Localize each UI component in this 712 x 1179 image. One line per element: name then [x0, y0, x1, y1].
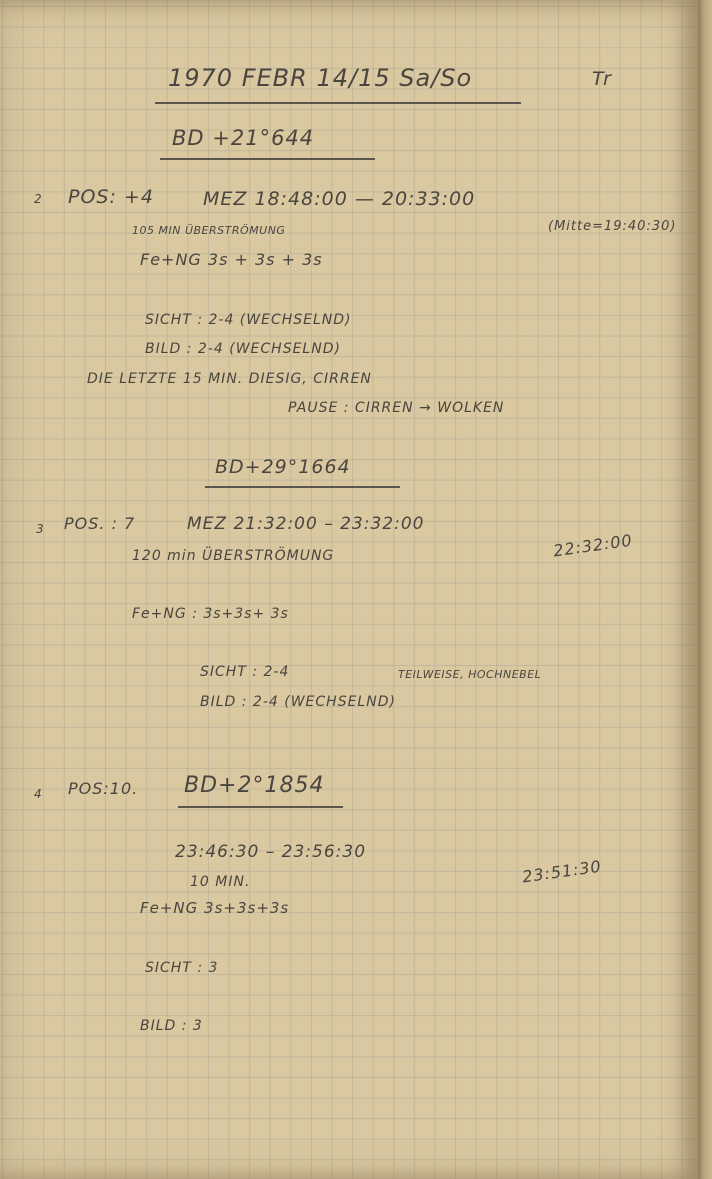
sicht-2: SICHT : 2-4: [200, 664, 290, 680]
entry-number-3: 4: [34, 787, 43, 801]
entry-number-2: 3: [36, 522, 45, 536]
duration-1: 105 MIN ÜBERSTRÖMUNG: [132, 224, 286, 237]
position-2: POS. : 7: [64, 514, 136, 533]
note-2: PAUSE : CIRREN → WOLKEN: [288, 400, 505, 416]
star-underline-1: [160, 158, 375, 160]
sicht-note-2: TEILWEISE, HOCHNEBEL: [398, 668, 542, 681]
duration-3: 10 MIN.: [190, 874, 251, 890]
position-3: POS:10.: [68, 779, 139, 798]
star-designation-1: BD +21°644: [172, 126, 315, 150]
date-underline: [155, 102, 521, 104]
star-designation-3: BD+2°1854: [184, 773, 325, 798]
filters-2: Fe+NG : 3s+3s+ 3s: [132, 606, 289, 622]
midpoint-1: (Mitte=19:40:30): [548, 219, 677, 234]
time-range-2: MEZ 21:32:00 – 23:32:00: [187, 514, 425, 534]
bild-3: BILD : 3: [140, 1018, 203, 1034]
entry-number-1: 2: [34, 192, 43, 206]
time-range-1: MEZ 18:48:00 — 20:33:00: [203, 188, 476, 210]
midpoint-2: 22:32:00: [552, 530, 634, 561]
sicht-1: SICHT : 2-4 (WECHSELND): [145, 312, 352, 328]
note-1: DIE LETZTE 15 MIN. DIESIG, CIRREN: [87, 371, 372, 387]
sicht-3: SICHT : 3: [145, 960, 219, 976]
bild-1: BILD : 2-4 (WECHSELND): [145, 341, 341, 357]
position-1: POS: +4: [68, 186, 154, 208]
filters-3: Fe+NG 3s+3s+3s: [140, 899, 290, 917]
notebook-spine: [698, 0, 712, 1179]
duration-2: 120 min ÜBERSTRÖMUNG: [132, 548, 335, 564]
date-line: 1970 FEBR 14/15 Sa/So: [168, 64, 473, 92]
time-range-3: 23:46:30 – 23:56:30: [175, 842, 367, 862]
filters-1: Fe+NG 3s + 3s + 3s: [140, 250, 323, 269]
initials: Tr: [592, 68, 612, 90]
bild-2: BILD : 2-4 (WECHSELND): [200, 694, 396, 710]
midpoint-3: 23:51:30: [521, 856, 603, 887]
star-underline-3: [178, 806, 343, 808]
star-designation-2: BD+29°1664: [215, 456, 351, 478]
star-underline-2: [205, 486, 400, 488]
